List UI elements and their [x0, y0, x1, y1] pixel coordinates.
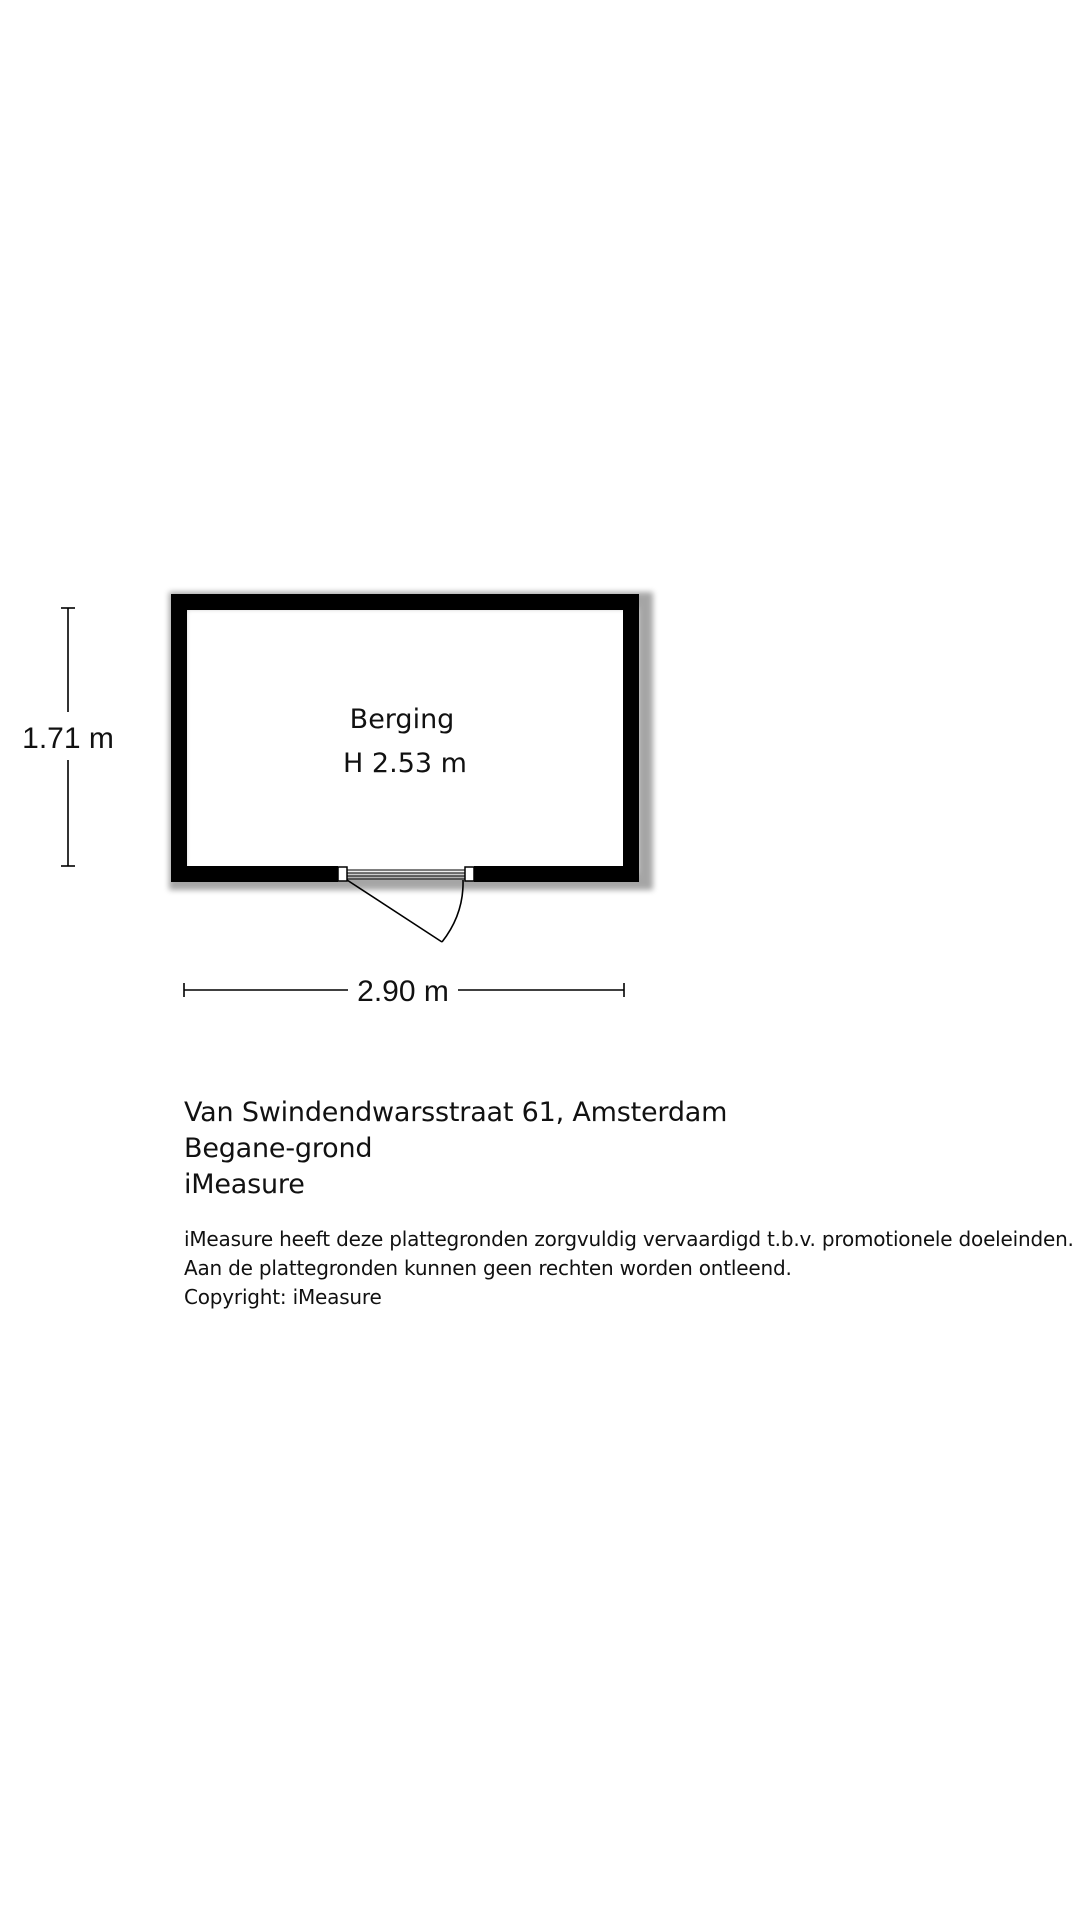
- disclaimer-line: Aan de plattegronden kunnen geen rechten worden ontleend.: [184, 1256, 792, 1280]
- room-name: Berging: [349, 704, 455, 735]
- wall-bottom-right: [474, 866, 639, 882]
- width-dimension-label: 2.90 m: [357, 975, 449, 1008]
- wall-right: [623, 594, 639, 882]
- wall-left: [171, 594, 187, 882]
- disclaimer: [184, 1225, 1074, 1312]
- wall-shadow: [177, 600, 645, 882]
- company-name: iMeasure: [184, 1169, 305, 1200]
- room-walls: [171, 594, 639, 882]
- door-jamb-left: [338, 867, 347, 881]
- room-height: H 2.53 m: [343, 748, 467, 779]
- address-text: Van Swindendwarsstraat 61, Amsterdam: [184, 1097, 728, 1128]
- disclaimer-line: iMeasure heeft deze plattegronden zorgvuldig vervaardigd t.b.v. promotionele doeleinden.: [184, 1227, 1074, 1251]
- floor-name: Begane-grond: [184, 1133, 373, 1164]
- copyright-line: Copyright: iMeasure: [184, 1285, 382, 1309]
- wall-bottom-left: [171, 866, 338, 882]
- wall-top: [171, 594, 639, 610]
- depth-dimension-label: 1.71 m: [22, 722, 114, 755]
- plan-caption: [184, 1095, 1074, 1312]
- door-jamb-right: [465, 867, 474, 881]
